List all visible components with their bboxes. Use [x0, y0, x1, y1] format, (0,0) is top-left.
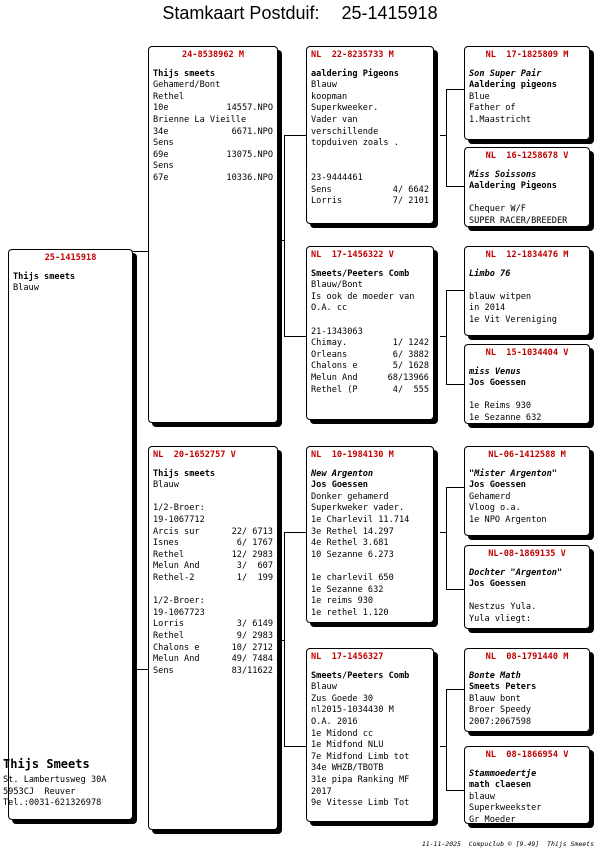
mm-ring: NL 17-1456327 [311, 652, 384, 662]
fm-result: Melun And 68/13966 [311, 372, 429, 383]
ffm-ring: NL 16-1258678 V [485, 151, 569, 161]
fm-ring: NL 17-1456322 V [311, 250, 394, 260]
connector-line [446, 487, 464, 488]
connector-line [132, 251, 148, 252]
fm-result: Chimay. 1/ 1242 [311, 338, 429, 349]
father-result: 69e 13075.NPO [153, 149, 273, 160]
mother-note: 1/2-Broer: [153, 596, 205, 607]
connector-line [440, 746, 447, 747]
owner-street: St. Lambertusweg 30A [3, 775, 107, 785]
mother-result: Arcis sur 22/ 6713 [153, 526, 273, 537]
footer-text: 11-11-2025 Compuclub © [9.49] Thijs Smeets [421, 840, 594, 848]
mother-ring: NL 20-1652757 V [153, 450, 236, 460]
mmm-card[interactable]: NL 08-1866954 V Stammoedertje math claesen blauw Superkweekster Gr Moeder [464, 746, 590, 824]
mother-color: Blauw [153, 480, 179, 491]
ff-ring: NL 22-8235733 M [311, 50, 394, 60]
mf-owner: Jos Goessen [311, 480, 368, 491]
mother-result: Rethel 9/ 2983 [153, 630, 273, 641]
ffm-name: Miss Soissons [469, 169, 537, 180]
mfm-name: Dochter "Argenton" [469, 567, 563, 578]
mother-note: 1/2-Broer: [153, 503, 205, 514]
subject-ring: 25-1415918 [44, 253, 97, 263]
fmf-ring: NL 12-1834476 M [485, 250, 569, 260]
owner-name: Thijs Smeets [3, 757, 90, 771]
connector-line [278, 640, 285, 641]
title-ring: 25-1415918 [341, 3, 438, 23]
fmm-name: miss Venus [469, 366, 521, 377]
mff-ring: NL-06-1412588 M [488, 450, 566, 460]
father-result: 10e 14557.NPO [153, 103, 273, 114]
mother-result: Isnes 6/ 1767 [153, 538, 273, 549]
mf-card[interactable]: NL 10-1984130 M New Argenton Jos Goessen Donker gehamerd Superkweker vader. 1e Charlevil 11.714 3e Rethel 14.297 4e Rethel 3.681 10 Sezanne 6.273 1e charlevil 650 1e Sezanne 632 1e reims 930 1e rethel 1.120 [306, 446, 434, 623]
fmf-card[interactable]: NL 12-1834476 M Limbo 76 blauw witpen in 2014 1e Vit Vereniging [464, 246, 590, 336]
ff-owner: aaldering Pigeons [311, 68, 399, 79]
mmm-name: Stammoedertje [469, 768, 537, 779]
mf-name: New Argenton [311, 468, 374, 479]
connector-line [284, 336, 306, 337]
father-race: Rethel [153, 91, 185, 102]
ff-card[interactable]: NL 22-8235733 M aaldering Pigeons Blauw koopman Superkweeker. Vader van verschillende topduiven zoals . 23-9444461 Sens 4/ 6642 Lorris 7/ 2101 [306, 46, 434, 224]
connector-line [446, 790, 464, 791]
mother-result: Rethel 12/ 2983 [153, 549, 273, 560]
owner-city: 5953CJ Reuver [3, 786, 76, 797]
connector-line [446, 589, 464, 590]
connector-line [284, 532, 285, 746]
ff-result: Lorris 7/ 2101 [311, 196, 429, 207]
subject-owner: Thijs smeets [13, 271, 76, 282]
connector-line [284, 532, 306, 533]
ffm-card[interactable]: NL 16-1258678 V Miss Soissons Aaldering Pigeons Chequer W/F SUPER RACER/BREEDER [464, 147, 590, 227]
fmf-name: Limbo 76 [469, 268, 511, 279]
connector-line [440, 135, 447, 136]
mother-note: 19-1067723 [153, 607, 205, 618]
mff-card[interactable]: NL-06-1412588 M "Mister Argenton" Jos Goessen Gehamerd Vloog o.a. 1e NPO Argenton [464, 446, 590, 536]
connector-line [446, 186, 464, 187]
connector-line [446, 689, 447, 790]
father-color: Gehamerd/Bont [153, 80, 221, 91]
fm-result: Chalons e 5/ 1628 [311, 361, 429, 372]
ff-result: Sens 4/ 6642 [311, 184, 429, 195]
mother-result: Melun And 49/ 7484 [153, 654, 273, 665]
connector-line [446, 89, 464, 90]
connector-line [284, 135, 306, 136]
father-result: 67e 10336.NPO [153, 172, 273, 183]
connector-line [446, 487, 447, 589]
fmm-ring: NL 15-1034404 V [485, 348, 569, 358]
fff-name: Son Super Pair [469, 68, 542, 79]
mother-owner: Thijs smeets [153, 468, 216, 479]
father-result: Brienne La Vieille [153, 114, 247, 125]
owner-block [3, 757, 106, 810]
mother-note: 19-1067712 [153, 514, 205, 525]
owner-phone: Tel.:0031-621326978 [3, 798, 102, 809]
connector-line [284, 135, 285, 336]
mmf-ring: NL 08-1791440 M [485, 652, 569, 662]
mother-result: Melun And 3/ 607 [153, 561, 273, 572]
connector-line [284, 746, 306, 747]
mfm-card[interactable]: NL-08-1869135 V Dochter "Argenton" Jos Goessen Nestzus Yula. Yula vliegt: [464, 545, 590, 629]
connector-line [446, 384, 464, 385]
father-result: 34e 6671.NPO [153, 126, 273, 137]
mm-card[interactable]: NL 17-1456327 Smeets/Peeters Comb Blauw Zus Goede 30 nl2015-1034430 M O.A. 2016 1e Midond cc 1e Midfond NLU 7e Midfond Limb tot 34e WHZB/TBOTB 31e pipa Ranking MF 2017 9e Vitesse Limb Tot [306, 648, 434, 822]
mother-result: Chalons e 10/ 2712 [153, 642, 273, 653]
father-result: Sens [153, 138, 174, 149]
connector-line [440, 532, 447, 533]
fff-card[interactable]: NL 17-1825809 M Son Super Pair Aaldering pigeons Blue Father of 1.Maastricht [464, 46, 590, 140]
fmm-card[interactable]: NL 15-1034404 V miss Venus Jos Goessen 1e Reims 930 1e Sezanne 632 [464, 344, 590, 424]
mmf-name: Bonte Math [469, 670, 521, 681]
fm-owner: Smeets/Peeters Comb [311, 268, 410, 279]
mother-card[interactable] [148, 446, 278, 830]
connector-line [278, 240, 285, 241]
father-ring: 24-8538962 M [181, 50, 245, 60]
mother-result: Rethel-2 1/ 199 [153, 572, 273, 583]
mm-owner: Smeets/Peeters Comb [311, 670, 410, 681]
page-title [0, 3, 600, 24]
father-result: Sens [153, 161, 174, 172]
connector-line [446, 290, 447, 384]
subject-card[interactable] [8, 249, 133, 820]
mfm-ring: NL-08-1869135 V [488, 549, 566, 559]
mf-ring: NL 10-1984130 M [311, 450, 394, 460]
title-label: Stamkaart Postduif: [162, 3, 320, 23]
mmf-card[interactable]: NL 08-1791440 M Bonte Math Smeets Peters Blauw bont Broer Speedy 2007:2067598 [464, 648, 590, 732]
mff-name: "Mister Argenton" [469, 468, 557, 479]
mother-result: Sens 83/11622 [153, 665, 273, 676]
mmm-ring: NL 08-1866954 V [485, 750, 569, 760]
connector-line [440, 336, 447, 337]
fm-result: Rethel (P 4/ 555 [311, 384, 429, 395]
connector-line [446, 689, 464, 690]
connector-line [446, 89, 447, 186]
fff-ring: NL 17-1825809 M [485, 50, 569, 60]
father-owner: Thijs smeets [153, 68, 216, 79]
connector-line [446, 290, 464, 291]
fm-card[interactable]: NL 17-1456322 V Smeets/Peeters Comb Blauw/Bont Is ook de moeder van O.A. cc 21-1343063 Chimay. 1/ 1242 Orleans 6/ 3882 Chalons e 5/ 1628 Melun And 68/13966 Rethel (P 4/ 555 [306, 246, 434, 420]
fm-result: Orleans 6/ 3882 [311, 349, 429, 360]
subject-color: Blauw [13, 283, 39, 294]
mother-result: Lorris 3/ 6149 [153, 619, 273, 630]
father-card[interactable] [148, 46, 278, 423]
